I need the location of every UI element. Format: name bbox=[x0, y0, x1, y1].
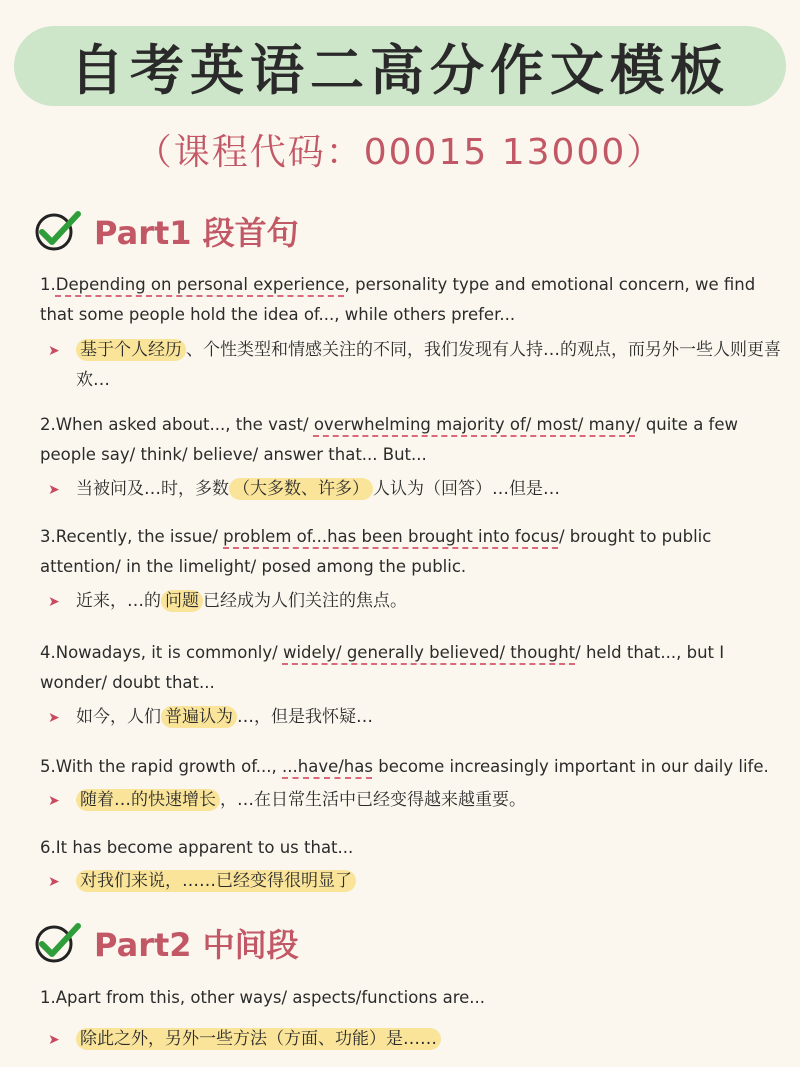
highlight: 随着…的快速增长 bbox=[76, 789, 220, 811]
arrow-right-icon: ➤ bbox=[48, 594, 60, 610]
check-circle-icon bbox=[32, 208, 82, 254]
highlight: 普遍认为 bbox=[161, 706, 237, 728]
highlight: （大多数、许多） bbox=[229, 478, 373, 500]
part1-item3-chinese: ➤ 近来，…的 问题 已经成为人们关注的焦点。 bbox=[48, 586, 788, 617]
dashed-phrase: ...have/has bbox=[282, 757, 373, 776]
arrow-right-icon: ➤ bbox=[48, 482, 60, 498]
part1-item2-english: 2.When asked about..., the vast/ overwhelming majority of/ most/ many/ quite a few people say/ think/ believe/ answer that... But... bbox=[40, 415, 739, 464]
dashed-phrase: overwhelming majority of/ most/ many bbox=[313, 415, 636, 434]
part1-title: Part1 段首句 bbox=[94, 214, 299, 252]
part1-item6-chinese bbox=[48, 866, 788, 897]
part1-header bbox=[32, 208, 299, 254]
part1-item3-english: 3.Recently, the issue/ problem of...has been brought into focus/ brought to public attention/ in the limelight/ posed among the public. bbox=[40, 527, 712, 576]
arrow-right-icon: ➤ bbox=[48, 710, 60, 726]
highlight: 问题 bbox=[161, 590, 203, 612]
course-code: （课程代码：00015 13000） bbox=[135, 132, 665, 173]
part1-item1-english: 1.Depending on personal experience, personality type and emotional concern, we find that some people hold the idea of..., while others prefer... bbox=[40, 275, 756, 324]
part1-item2-chinese: ➤ 当被问及…时，多数 （大多数、许多） 人认为（回答）…但是… bbox=[48, 474, 788, 505]
highlight: 基于个人经历 bbox=[76, 339, 186, 361]
part2-title: Part2 中间段 bbox=[94, 926, 299, 964]
title-banner bbox=[14, 26, 786, 106]
arrow-right-icon: ➤ bbox=[48, 343, 60, 359]
part1-item4-chinese: ➤ 如今，人们 普遍认为 …，但是我怀疑… bbox=[48, 702, 788, 733]
part2-item1-chinese bbox=[48, 1024, 788, 1055]
highlight: 对我们来说，……已经变得很明显了 bbox=[76, 870, 356, 892]
dashed-phrase: Depending on personal experience bbox=[55, 275, 345, 294]
highlight: 除此之外，另外一些方法（方面、功能）是…… bbox=[76, 1028, 441, 1050]
check-circle-icon bbox=[32, 920, 82, 966]
part1-item4-english: 4.Nowadays, it is commonly/ widely/ generally believed/ thought/ held that..., but I wonder/ doubt that... bbox=[40, 643, 725, 692]
dashed-phrase: problem of...has been brought into focus bbox=[223, 527, 559, 546]
arrow-right-icon: ➤ bbox=[48, 874, 60, 890]
page-title: 自考英语二高分作文模板 bbox=[70, 38, 730, 102]
part1-item5-english: 5.With the rapid growth of..., ...have/has become increasingly important in our daily life. bbox=[40, 757, 769, 776]
part1-item5-chinese: ➤ 随着…的快速增长 ，…在日常生活中已经变得越来越重要。 bbox=[48, 785, 788, 816]
arrow-right-icon: ➤ bbox=[48, 793, 60, 809]
arrow-right-icon: ➤ bbox=[48, 1032, 60, 1048]
part2-header bbox=[32, 920, 299, 966]
part2-item1-english: 1.Apart from this, other ways/ aspects/functions are... bbox=[40, 988, 486, 1007]
part1-item1-chinese: ➤ 基于个人经历 、个性类型和情感关注的不同，我们发现有人持…的观点，而另外一些人则更喜欢… bbox=[48, 335, 788, 395]
dashed-phrase: widely/ generally believed/ thought bbox=[282, 643, 576, 662]
part1-item6-english: 6.It has become apparent to us that... bbox=[40, 838, 354, 857]
